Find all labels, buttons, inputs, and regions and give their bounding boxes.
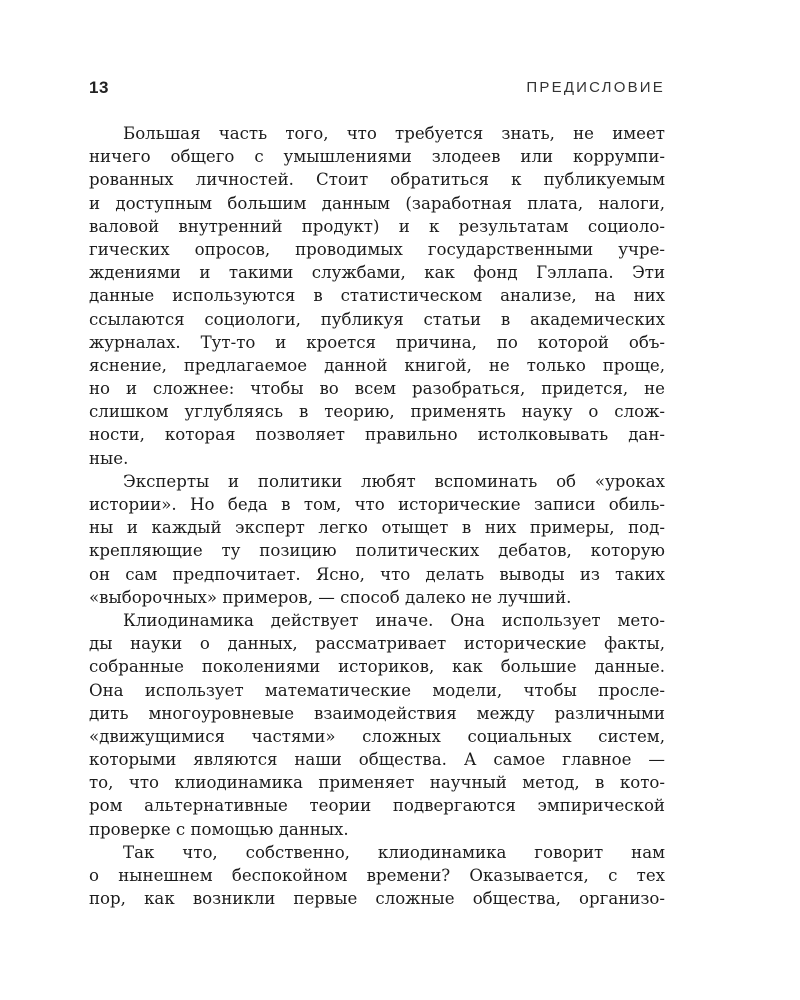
text-line: гических опросов, проводимых государственными учре-: [89, 239, 665, 259]
text-line: крепляющие ту позицию политических дебатов, которую: [89, 541, 665, 561]
paragraph: [89, 122, 665, 470]
text-line: «выборочных» примеров, — способ далеко не лучший.: [89, 587, 572, 607]
page-header: [89, 78, 665, 102]
paragraph: [89, 609, 665, 841]
text-line: данные используются в статистическом анализе, на них: [89, 286, 665, 306]
text-line: ды науки о данных, рассматривает исторические факты,: [89, 634, 665, 654]
text-line: проверке с помощью данных.: [89, 819, 349, 839]
text-line: и доступным большим данным (заработная плата, налоги,: [89, 193, 665, 213]
text-line: рованных личностей. Стоит обратиться к публикуемым: [89, 170, 665, 190]
text-line: Клиодинамика действует иначе. Она использует мето-: [123, 610, 665, 630]
text-line: Эксперты и политики любят вспоминать об «уроках: [123, 471, 665, 491]
body-text: [89, 122, 665, 910]
text-line: дить многоуровневые взаимодействия между различными: [89, 703, 665, 723]
text-line: то, что клиодинамика применяет научный метод, в кото-: [89, 773, 665, 793]
text-line: слишком углубляясь в теорию, применять науку о слож-: [89, 402, 665, 422]
text-line: «движущимися частями» сложных социальных систем,: [89, 726, 665, 746]
text-line: ности, которая позволяет правильно истолковывать дан-: [89, 425, 665, 445]
page-number: 13: [89, 78, 109, 97]
text-line: Так что, собственно, клиодинамика говорит нам: [123, 842, 665, 862]
text-line: собранные поколениями историков, как большие данные.: [89, 657, 665, 677]
text-line: он сам предпочитает. Ясно, что делать выводы из таких: [89, 564, 665, 584]
text-line: ные.: [89, 448, 129, 468]
text-line: ны и каждый эксперт легко отыщет в них примеры, под-: [89, 518, 665, 538]
text-line: ждениями и такими службами, как фонд Гэллапа. Эти: [89, 263, 665, 283]
text-line: о нынешнем беспокойном времени? Оказывается, с тех: [89, 866, 665, 885]
text-line: Большая часть того, что требуется знать, не имеет: [123, 124, 665, 143]
text-line: ром альтернативные теории подвергаются эмпирической: [89, 796, 665, 816]
text-line: яснение, предлагаемое данной книгой, не только проще,: [89, 355, 665, 375]
paragraph: [89, 470, 665, 609]
text-line: которыми являются наши общества. А самое главное —: [89, 750, 665, 770]
text-line: журналах. Тут-то и кроется причина, по которой объ-: [89, 332, 665, 352]
running-head: ПРЕДИСЛОВИЕ: [526, 79, 665, 96]
paragraph: [89, 841, 665, 911]
text-line: истории». Но беда в том, что исторические записи обиль-: [89, 495, 665, 514]
text-line: ничего общего с умышлениями злодеев или коррумпи-: [89, 147, 665, 167]
text-line: ссылаются социологи, публикуя статьи в академических: [89, 309, 665, 329]
text-line: но и сложнее: чтобы во всем разобраться, придется, не: [89, 379, 665, 399]
text-line: пор, как возникли первые сложные общества, организо-: [89, 889, 665, 909]
text-line: валовой внутренний продукт) и к результатам социоло-: [89, 216, 665, 236]
text-line: Она использует математические модели, чтобы просле-: [89, 680, 665, 700]
